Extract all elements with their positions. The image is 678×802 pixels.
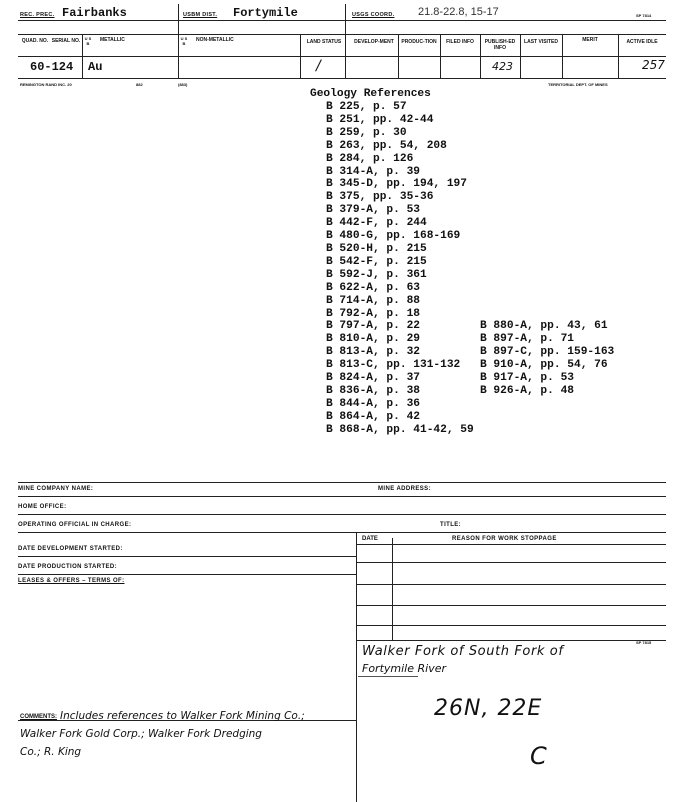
reference-item: B 824-A, p. 37 (326, 372, 420, 385)
development-started-label: DATE DEVELOPMENT STARTED: (18, 546, 123, 552)
reference-item: B 797-A, p. 22 (326, 320, 420, 333)
reference-item: B 897-C, pp. 159-163 (480, 345, 615, 358)
metallic-label: METALLIC (100, 37, 125, 43)
printer-code-2: (883) (178, 82, 188, 87)
reference-item: B 284, p. 126 (326, 152, 414, 165)
location-line-1: Walker Fork of South Fork of (362, 644, 564, 659)
reference-item: B 480-G, pp. 168-169 (326, 230, 461, 243)
reference-item: B 813-C, pp. 131-132 (326, 359, 461, 372)
reference-item: B 379-A, p. 53 (326, 204, 420, 217)
references-left-list (326, 101, 474, 437)
form-number-2: SP 7815 (636, 640, 652, 645)
quad-label: QUAD. NO. (21, 38, 49, 44)
reference-item: B 520-H, p. 215 (326, 242, 427, 255)
usbm-dist-label: USBM DIST. (183, 12, 218, 18)
reference-item: B 910-A, pp. 54, 76 (480, 358, 608, 371)
usbs-right: U S B (180, 36, 188, 46)
references-title: Geology References (310, 88, 431, 100)
reference-item: B 592-J, p. 361 (326, 268, 427, 281)
active-idle-label: ACTIVE IDLE (626, 39, 658, 45)
nonmetallic-label: NON-METALLIC (196, 37, 234, 43)
reference-item: B 813-A, p. 32 (326, 346, 420, 359)
merit-label: MERIT (582, 37, 598, 43)
serial-label: SERIAL NO. (51, 38, 81, 44)
reference-item: B 917-A, p. 53 (480, 371, 574, 384)
printer-note: REMINGTON RAND INC. 20 (20, 82, 72, 87)
reference-item: B 622-A, p. 63 (326, 281, 420, 294)
published-info-label: PUBLISH-ED INFO (484, 39, 516, 51)
comments-line-3: Co.; R. King (20, 746, 82, 758)
meridian-code: C (530, 742, 547, 770)
reference-item: B 259, p. 30 (326, 126, 407, 139)
reason-column-label: REASON FOR WORK STOPPAGE (452, 536, 557, 542)
reference-item: B 314-A, p. 39 (326, 165, 420, 178)
rec-prec-value: Fairbanks (62, 6, 127, 20)
reference-item: B 810-A, p. 29 (326, 333, 420, 346)
usgs-coord-value: 21.8-22.8, 15-17 (418, 6, 499, 18)
references-right-list (480, 320, 614, 397)
reference-item: B 897-A, p. 71 (480, 332, 574, 345)
usbs-left: U S B (84, 36, 92, 46)
comments-label: COMMENTS: (20, 714, 57, 720)
territorial-note: TERRITORIAL DEPT. OF MINES (548, 82, 608, 87)
reference-item: B 792-A, p. 18 (326, 307, 420, 320)
reference-item: B 263, pp. 54, 208 (326, 139, 447, 152)
production-started-label: DATE PRODUCTION STARTED: (18, 564, 118, 570)
reference-item: B 836-A, p. 38 (326, 384, 420, 397)
develop-label: DEVELOP-MENT (354, 39, 394, 45)
quad-serial-value: 60-124 (30, 60, 74, 74)
comments-line-1: Includes references to Walker Fork Mining Co.; (60, 710, 305, 722)
reference-item: B 225, p. 57 (326, 101, 407, 113)
form-number: SP 7814 (636, 13, 652, 18)
printer-code-1: 882 (136, 82, 143, 87)
land-status-label: LAND STATUS (306, 39, 342, 45)
published-info-value: 423 (492, 60, 513, 73)
reference-item: B 880-A, pp. 43, 61 (480, 320, 608, 332)
reference-item: B 868-A, pp. 41-42, 59 (326, 423, 474, 436)
filed-info-label: FILED INFO (446, 39, 474, 45)
reference-item: B 542-F, p. 215 (326, 255, 427, 268)
township-range: 26N, 22E (434, 696, 543, 721)
last-visited-label: LAST VISITED (524, 39, 558, 45)
reference-item: B 375, pp. 35-36 (326, 191, 434, 204)
mine-company-label: MINE COMPANY NAME: (18, 486, 94, 492)
usgs-coord-label: USGS COORD. (352, 12, 395, 18)
reference-item: B 251, pp. 42-44 (326, 113, 434, 126)
reference-item: B 345-D, pp. 194, 197 (326, 178, 467, 191)
reference-item: B 442-F, p. 244 (326, 217, 427, 230)
active-idle-value: 257 (642, 58, 665, 72)
production-label: PRODUC-TION (401, 39, 437, 45)
location-line-2: Fortymile River (362, 662, 446, 675)
usbm-dist-value: Fortymile (233, 6, 298, 20)
reference-item: B 714-A, p. 88 (326, 294, 420, 307)
rec-prec-label: REC. PREC. (20, 12, 55, 18)
comments-line-2: Walker Fork Gold Corp.; Walker Fork Dredging (20, 728, 262, 740)
reference-item: B 926-A, p. 48 (480, 384, 574, 397)
operating-official-label: OPERATING OFFICIAL IN CHARGE: (18, 522, 132, 528)
mine-address-label: MINE ADDRESS: (378, 486, 431, 492)
title-label: TITLE: (440, 522, 462, 528)
date-column-label: DATE (362, 536, 378, 542)
reference-item: B 844-A, p. 36 (326, 397, 420, 410)
land-status-value: / (316, 58, 321, 74)
leases-label: LEASES & OFFERS – TERMS OF: (18, 578, 125, 584)
reference-item: B 864-A, p. 42 (326, 410, 420, 423)
metallic-value: Au (88, 60, 103, 74)
home-office-label: HOME OFFICE: (18, 504, 67, 510)
